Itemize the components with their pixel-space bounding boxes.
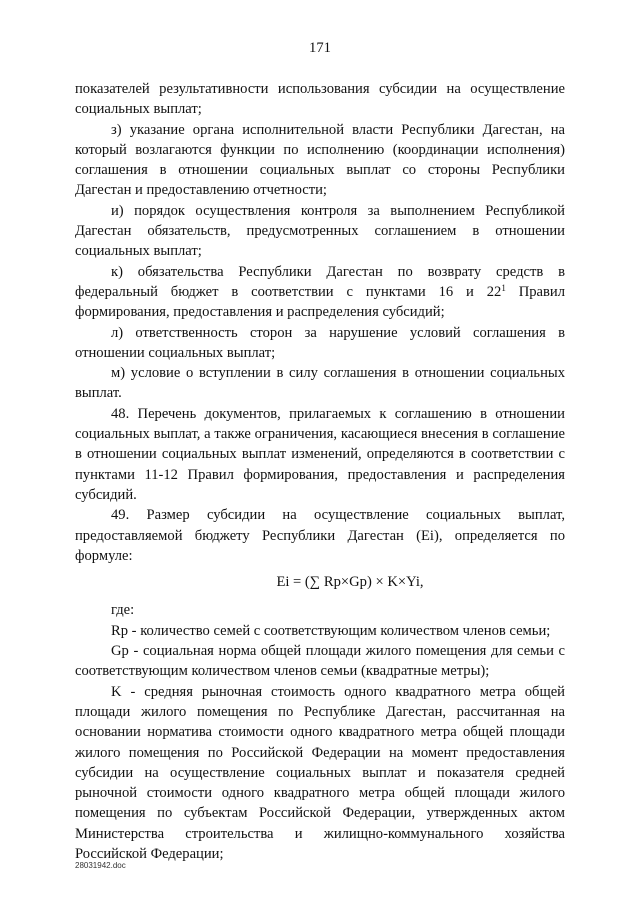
paragraph-k-text: к) обязательства Республики Дагестан по возврату средств в федеральный бюджет в соответствии с пунктами 16 и 22 bbox=[75, 263, 565, 300]
paragraph-k-text-end: Правил формирования, предоставления и распределения субсидий; bbox=[75, 283, 565, 321]
definition: Rp - количество семей с соответствующим количеством членов семьи; bbox=[111, 622, 551, 639]
paragraph: л) ответственность сторон за нарушение условий соглашения в отношении социальных выплат; bbox=[75, 324, 565, 361]
file-name-footer: 28031942.doc bbox=[75, 861, 126, 870]
paragraph: з) указание органа исполнительной власти Республики Дагестан, на который возлагаются функции по исполнению (координации исполнения) соглашения в отношении социальных выплат со стороны Республики Дагестан и предоставлению отчетности; bbox=[75, 121, 565, 199]
definition: K - средняя рыночная стоимость одного квадратного метра общей площади жилого помещения по Республике Дагестан, рассчитанная на основании норматива стоимости одного квадратного метра общей площади жилого помещения по Российской Федерации на момент предоставления субсидии на осуществление социальных выплат и показателя средней рыночной стоимости одного квадратного метра общей площади жилого помещения по субъектам Российской Федерации, утвержденных актом Министерства строительства и жилищно-коммунального хозяйства Российской Федерации; bbox=[75, 683, 565, 862]
where-label: где: bbox=[111, 602, 135, 619]
paragraph: показателей результативности использования субсидии на осуществление социальных выплат; bbox=[75, 81, 565, 118]
document-body bbox=[75, 79, 565, 864]
definition: Gp - социальная норма общей площади жилого помещения для семьи с соответствующим количеством членов семьи (квадратные метры); bbox=[75, 643, 565, 680]
paragraph-k bbox=[75, 262, 565, 323]
paragraph: 48. Перечень документов, прилагаемых к соглашению в отношении социальных выплат, а также ограничения, касающиеся внесения в соглашение в отношении социальных выплат изменений, определяются в соответствии с пунктами 11-12 Правил формирования, предоставления и распределения субсидий. bbox=[75, 405, 565, 503]
page-number: 171 bbox=[309, 40, 331, 56]
paragraph: и) порядок осуществления контроля за выполнением Республикой Дагестан обязательств, предусмотренных соглашением в отношении социальных выплат; bbox=[75, 202, 565, 260]
paragraph: м) условие о вступлении в силу соглашения в отношении социальных выплат. bbox=[75, 365, 565, 402]
superscript: 1 bbox=[501, 282, 506, 293]
paragraph: 49. Размер субсидии на осуществление социальных выплат, предоставляемой бюджету Республики Дагестан (Ei), определяется по формуле: bbox=[75, 507, 565, 564]
formula: Ei = (∑ Rp×Gp) × K×Yi, bbox=[276, 574, 424, 591]
